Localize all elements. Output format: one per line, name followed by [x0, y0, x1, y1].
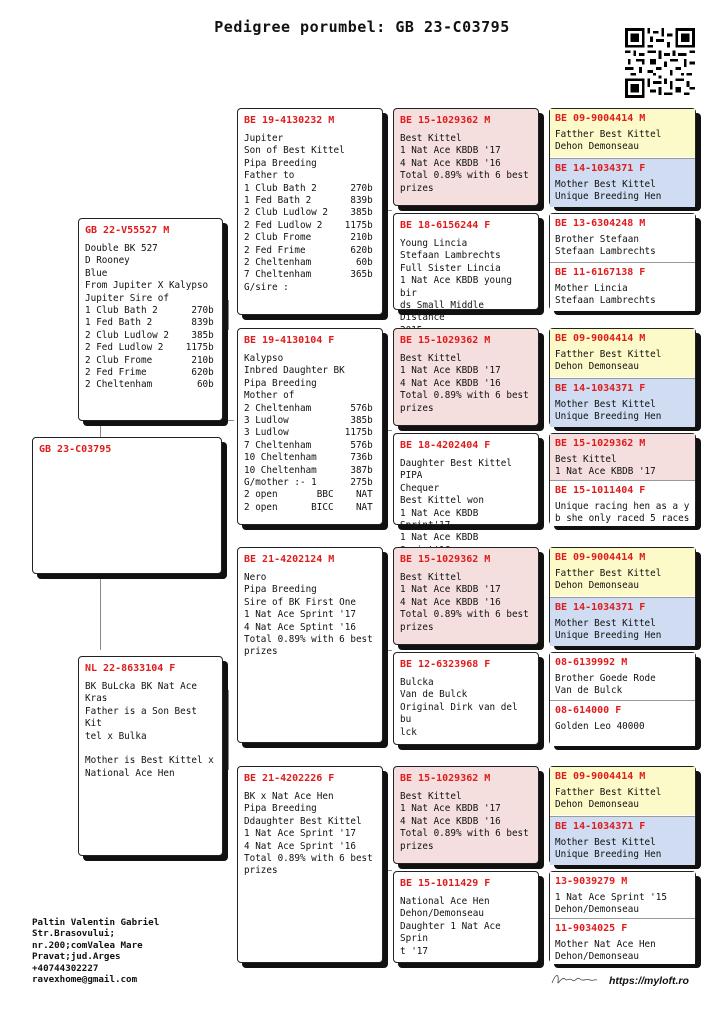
- pigeon-details: Brother Stefaan Stefaan Lambrechts: [555, 234, 656, 258]
- ring-number: BE 12-6323968 F: [400, 659, 491, 670]
- gen4-entry[interactable]: [550, 214, 695, 262]
- pigeon-details: 1 Nat Ace Sprint '15 Dehon/Demonseau: [555, 892, 667, 916]
- connector-line: [386, 210, 392, 211]
- gen4-pair-card: [549, 766, 696, 864]
- gen4-entry[interactable]: [550, 816, 695, 865]
- pigeon-details: BK BuLcka BK Nat Ace Kras Father is a Son Best Kit tel x Bulka Mother is Best Kittel x National Ace Hen: [85, 681, 214, 779]
- pigeon-details: Brother Goede Rode Van de Bulck: [555, 673, 656, 697]
- ring-number: BE 19-4130232 M: [244, 115, 335, 126]
- gen4-pair-card: [549, 547, 696, 645]
- ring-number: BE 13-6304248 M: [555, 218, 646, 229]
- pigeon-details: Best Kittel 1 Nat Ace KBDB '17 4 Nat Ace KBDB '16 Total 0.89% with 6 best prizes: [400, 791, 529, 852]
- connector-line: [386, 870, 392, 871]
- pigeon-details: Fatther Best Kittel Dehon Demonseau: [555, 568, 662, 592]
- pigeon-details: BK x Nat Ace Hen Pipa Breeding Ddaughter Best Kittel 1 Nat Ace Sprint '17 4 Nat Ace Sprint '16 Total 0.89% with 6 best prizes: [244, 791, 373, 877]
- pigeon-details: Mother Best Kittel Unique Breeding Hen: [555, 179, 662, 203]
- pigeon-details: Young Lincia Stefaan Lambrechts Full Sister Lincia 1 Nat Ace KBDB young bir ds Small Middle Distance: [400, 238, 512, 324]
- pigeon-details: Daughter Best Kittel PIPA Chequer Best Kittel won 1 Nat Ace KBDB Sprint'17 1 Nat Ace KBDB: [400, 458, 512, 544]
- sire-card[interactable]: [78, 218, 223, 421]
- gen4-entry[interactable]: [550, 262, 695, 311]
- ring-number: GB 22-V55527 M: [85, 225, 170, 236]
- ring-number: 08-6139992 M: [555, 657, 628, 668]
- gen4-pair-card: [549, 213, 696, 310]
- gen2-card[interactable]: [237, 328, 383, 525]
- gen3-card[interactable]: [393, 652, 539, 745]
- pigeon-details: Kalypso Inbred Daughter BK Pipa Breeding Mother of 2 Cheltenham 576b 3 Ludlow 385b 3 Ludlow 1175b 7 Cheltenham 576b 10 Cheltenham 736b 10 Cheltenham 387b G/mother :- 1 275b 2 open BBC NAT 2 open BICC NAT: [244, 353, 373, 513]
- pigeon-details: Fatther Best Kittel Dehon Demonseau: [555, 349, 662, 373]
- pigeon-details: Fatther Best Kittel Dehon Demonseau: [555, 129, 662, 153]
- ring-number: BE 19-4130104 F: [244, 335, 335, 346]
- gen4-entry[interactable]: [550, 480, 695, 526]
- ring-number: BE 09-9004414 M: [555, 552, 646, 563]
- gen4-entry[interactable]: [550, 767, 695, 815]
- subject-card[interactable]: [32, 437, 222, 574]
- pigeon-details: Best Kittel 1 Nat Ace KBDB '17: [555, 454, 656, 478]
- ring-number: BE 21-4202226 F: [244, 773, 335, 784]
- pigeon-details: Fatther Best Kittel Dehon Demonseau: [555, 787, 662, 811]
- pigeon-details: Mother Best Kittel Unique Breeding Hen: [555, 618, 662, 642]
- gen3-card[interactable]: [393, 871, 539, 963]
- pigeon-details: Mother Best Kittel Unique Breeding Hen: [555, 399, 662, 423]
- pigeon-details: Mother Lincia Stefaan Lambrechts: [555, 283, 656, 307]
- gen3-card[interactable]: [393, 766, 539, 864]
- ring-number: BE 18-6156244 F: [400, 220, 491, 231]
- ring-number: BE 14-1034371 F: [555, 163, 646, 174]
- gen4-entry[interactable]: [550, 378, 695, 427]
- page-title: Pedigree porumbel: GB 23-C03795: [214, 18, 510, 36]
- connector-line: [386, 430, 392, 431]
- ring-number: BE 21-4202124 M: [244, 554, 335, 565]
- gen3-card[interactable]: [393, 108, 539, 206]
- ring-number: BE 09-9004414 M: [555, 771, 646, 782]
- gen4-entry[interactable]: [550, 597, 695, 646]
- website-link[interactable]: https://myloft.ro: [609, 975, 689, 987]
- pigeon-details: Best Kittel 1 Nat Ace KBDB '17 4 Nat Ace KBDB '16 Total 0.89% with 6 best prizes: [400, 133, 529, 194]
- pigeon-details: Jupiter Son of Best Kittel Pipa Breeding Father to 1 Club Bath 2 270b 1 Fed Bath 2 839b 2 Club Ludlow 2 385b 2 Fed Ludlow 2 1175b 2 Club Frome 210b 2 Fed Frime 620b 2 Cheltenham 60b 7 Cheltenham 365b G/sire :: [244, 133, 373, 293]
- connector-line: [100, 420, 101, 438]
- gen3-card[interactable]: [393, 328, 539, 426]
- pigeon-details: Nero Pipa Breeding Sire of BK First One 1 Nat Ace Sprint '17 4 Nat Ace Sptint '16 Total 0.89% with 6 best prizes: [244, 572, 373, 658]
- gen4-pair-card: [549, 652, 696, 745]
- gen4-pair-card: [549, 871, 696, 963]
- gen4-entry[interactable]: [550, 872, 695, 918]
- pigeon-details: Golden Leo 40000: [555, 721, 645, 732]
- ring-number: 08-614000 F: [555, 705, 622, 716]
- connector-line: [222, 420, 234, 421]
- gen4-pair-card: [549, 108, 696, 206]
- ring-number: BE 15-1029362 M: [555, 438, 646, 449]
- connector-line: [228, 300, 229, 330]
- gen2-card[interactable]: [237, 108, 383, 315]
- connector-line: [100, 574, 101, 650]
- pigeon-details: Unique racing hen as a y b she only raced 5 races: [555, 501, 690, 525]
- gen3-card[interactable]: [393, 433, 539, 544]
- gen3-card[interactable]: [393, 213, 539, 324]
- ring-number: BE 15-1011429 F: [400, 878, 491, 889]
- ring-number: BE 11-6167138 F: [555, 267, 646, 278]
- gen4-entry[interactable]: [550, 109, 695, 157]
- owner-info: Paltin Valentin Gabriel Str.Brasovului; nr.200;comValea Mare Pravat;jud.Arges +40744302227 ravexhome@gmail.com: [32, 917, 160, 986]
- pigeon-details: National Ace Hen Dehon/Demonseau Daughter 1 Nat Ace Sprin t '17: [400, 896, 501, 957]
- gen4-entry[interactable]: [550, 918, 695, 964]
- ring-number: BE 14-1034371 F: [555, 383, 646, 394]
- pigeon-details: Double BK 527 D Rooney Blue From Jupiter X Kalypso Jupiter Sire of 1 Club Bath 2 270b 1 Fed Bath 2 839b 2 Club Ludlow 2 385b 2 Fed Ludlow 2 1175b 2 Club Frome 210b 2 Fed Frime 620b 2 Cheltenham 60b: [85, 243, 214, 391]
- connector-line: [228, 690, 229, 770]
- gen4-entry[interactable]: [550, 700, 695, 746]
- pigeon-details: Mother Best Kittel Unique Breeding Hen: [555, 837, 662, 861]
- connector-line: [386, 650, 392, 651]
- dam-card[interactable]: [78, 656, 223, 856]
- ring-number: NL 22-8633104 F: [85, 663, 176, 674]
- gen2-card[interactable]: [237, 766, 383, 963]
- pigeon-details: Mother Nat Ace Hen Dehon/Demonseau: [555, 939, 656, 963]
- gen4-pair-card: [549, 328, 696, 426]
- ring-number: BE 15-1029362 M: [400, 773, 491, 784]
- gen4-entry[interactable]: [550, 653, 695, 700]
- pigeon-details: Best Kittel 1 Nat Ace KBDB '17 4 Nat Ace KBDB '16 Total 0.89% with 6 best prizes: [400, 353, 529, 414]
- gen4-entry[interactable]: [550, 158, 695, 207]
- qr-code: [625, 28, 695, 98]
- gen4-entry[interactable]: [550, 434, 695, 480]
- gen4-entry[interactable]: [550, 329, 695, 377]
- ring-number: BE 15-1029362 M: [400, 554, 491, 565]
- ring-number: GB 23-C03795: [39, 444, 112, 455]
- ring-number: BE 14-1034371 F: [555, 821, 646, 832]
- ring-number: BE 15-1029362 M: [400, 115, 491, 126]
- pigeon-details: Bulcka Van de Bulck Original Dirk van del bu lck: [400, 677, 518, 738]
- ring-number: BE 09-9004414 M: [555, 333, 646, 344]
- gen4-pair-card: [549, 433, 696, 525]
- ring-number: BE 15-1011404 F: [555, 485, 646, 496]
- gen4-entry[interactable]: [550, 548, 695, 596]
- ring-number: BE 14-1034371 F: [555, 602, 646, 613]
- ring-number: 13-9039279 M: [555, 876, 628, 887]
- gen2-card[interactable]: [237, 547, 383, 743]
- ring-number: BE 15-1029362 M: [400, 335, 491, 346]
- ring-number: BE 09-9004414 M: [555, 113, 646, 124]
- ring-number: BE 18-4202404 F: [400, 440, 491, 451]
- signature: [550, 970, 598, 988]
- ring-number: 11-9034025 F: [555, 923, 628, 934]
- pigeon-details: Best Kittel 1 Nat Ace KBDB '17 4 Nat Ace KBDB '16 Total 0.89% with 6 best prizes: [400, 572, 529, 633]
- gen3-card[interactable]: [393, 547, 539, 645]
